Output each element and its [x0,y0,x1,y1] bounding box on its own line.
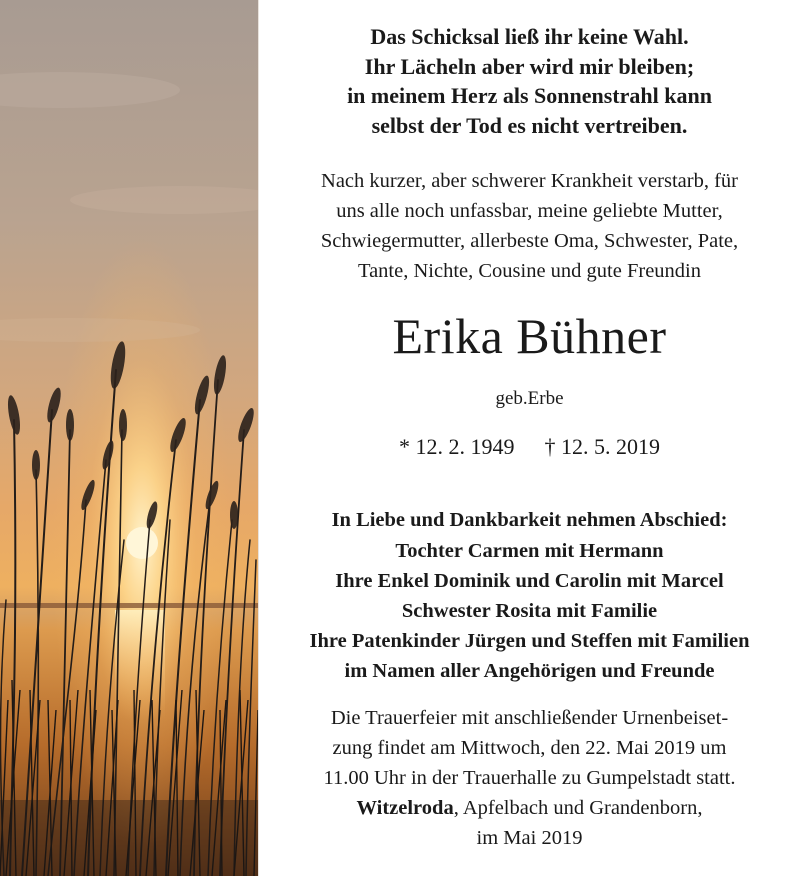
motto-line: Ihr Lächeln aber wird mir bleiben; [364,53,695,79]
place-line [259,793,800,823]
motto-line: in meinem Herz als Sonnenstrahl kann [347,83,712,108]
deceased-name: Erika Bühner [392,308,667,364]
mourner-line: Ihre Enkel Dominik und Carolin mit Marcel [335,570,724,592]
birth-date: 12. 2. 1949 [415,434,515,459]
mourner-line: Ihre Patenkinder Jürgen und Steffen mit Familien [309,630,750,652]
funeral-line: Die Trauerfeier mit anschließender Urnenbeiset- [330,707,729,729]
place-and-date [259,793,800,853]
announcement-line: Schwiegermutter, allerbeste Oma, Schwester, Pate, [320,230,739,252]
place-rest: , Apfelbach und Grandenborn, [453,797,703,819]
announcement-line: Tante, Nichte, Cousine und gute Freundin [357,260,701,282]
mourner-line: Tochter Carmen mit Hermann [395,540,664,562]
life-dates [259,433,800,461]
death-cross-icon: † [544,434,556,459]
announcement-line: Nach kurzer, aber schwerer Krankheit verstarb, für [321,170,738,192]
sunset-reeds-photo [0,0,258,876]
funeral-line: zung findet am Mittwoch, den 22. Mai 2019 um [332,737,727,759]
maiden-name: geb.Erbe [495,388,564,409]
announcement-line: uns alle noch unfassbar, meine geliebte Mutter, [336,200,723,222]
funeral-details [259,703,800,793]
mourners-heading: In Liebe und Dankbarkeit nehmen Abschied: [331,509,728,531]
motto-verse [259,22,800,140]
mourners-list [259,505,800,686]
obituary-text [259,0,800,876]
motto-line: Das Schicksal ließ ihr keine Wahl. [370,24,689,49]
funeral-line: 11.00 Uhr in der Trauerhalle zu Gumpelstadt statt. [323,767,736,789]
birth-star-icon: * [399,434,410,459]
motto-line: selbst der Tod es nicht vertreiben. [371,112,688,138]
death-date: 12. 5. 2019 [561,434,660,459]
sunset-reeds-image [0,0,258,876]
place-bold: Witzelroda [356,797,454,819]
mourner-line: im Namen aller Angehörigen und Freunde [344,660,715,682]
mourner-line: Schwester Rosita mit Familie [401,600,658,622]
date-line: im Mai 2019 [476,827,583,849]
death-announcement [259,166,800,286]
